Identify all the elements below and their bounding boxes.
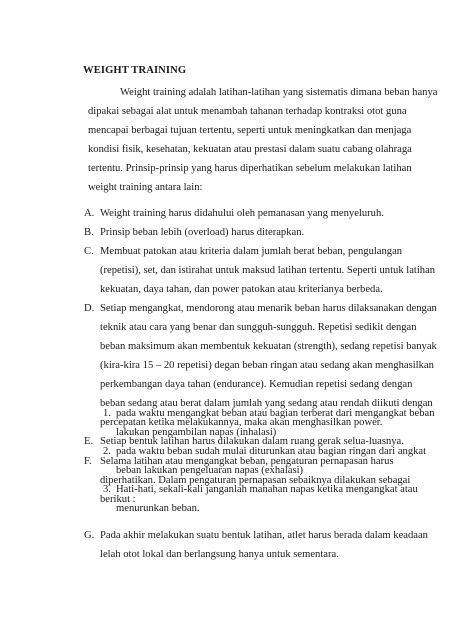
item-line: beban maksimum akan membentuk kekuatan (strength), sedang repetisi banyak [100, 341, 437, 352]
item-marker: C. [84, 246, 94, 257]
item-marker: A. [84, 208, 95, 219]
item-line: lelah otot lokal dan berlangsung hanya untuk sementara. [100, 549, 339, 561]
item-line: Pada akhir melakukan suatu bentuk latihan, atlet harus berada dalam keadaan [100, 530, 428, 541]
item-line: Membuat patokan atau kriteria dalam jumlah berat beban, pengulangan [100, 246, 403, 257]
subitem-marker: 3. [103, 484, 111, 495]
item-line: percepatan ketika melakukannya, maka akan menghasilkan power. [100, 417, 383, 428]
intro-line: weight training antara lain: [88, 181, 203, 193]
item-line: teknik atau cara yang benar dan sungguh-sungguh. Repetisi sedikit dengan [100, 322, 417, 333]
subitem-marker: 1. [103, 408, 111, 419]
item-line: (kira-kira 15 – 20 repetisi) degan beban ringan atau sedang akan menghasilkan [100, 360, 434, 371]
subitem-marker: 2. [103, 446, 111, 457]
item-marker: B. [84, 227, 94, 238]
document-title: WEIGHT TRAINING [83, 65, 187, 76]
item-line: Prinsip beban lebih (overload) harus diterapkan. [100, 227, 305, 238]
subitem-line: Hati-hati, sekali-kali janganlah manahan napas ketika mengangkat atau [116, 484, 418, 495]
item-marker: F. [84, 456, 92, 467]
item-line: kekuatan, daya tahan, dan power patokan atau kriterianya berbeda. [100, 284, 383, 295]
intro-line: mencapai berbagai tujuan tertentu, seperti untuk meningkatkan dan menjaga [88, 124, 412, 136]
intro-line: tertentu. Prinsip-prinsip yang harus diperhatikan sebelum melakukan latihan [88, 162, 412, 174]
item-marker: E. [84, 436, 94, 447]
item-line: perkembangan daya tahan (endurance). Kemudian repetisi sedang dengan [100, 379, 413, 390]
subitem-line: menurunkan beban. [116, 503, 200, 514]
subitem-line: lakukan pengambilan napas (inhalasi) [116, 427, 277, 438]
item-line: Selama latihan atau mengangkat beban, pengaturan pernapasan harus [100, 456, 394, 467]
item-marker: D. [84, 303, 95, 314]
item-line: (repetisi), set, dan istirahat untuk maksud latihan tertentu. Seperti untuk latihan [100, 265, 436, 276]
item-marker: G. [84, 530, 95, 541]
item-line: Weight training harus didahului oleh pemanasan yang menyeluruh. [100, 208, 384, 219]
item-line: Setiap bentuk latihan harus dilakukan dalam ruang gerak selua-luasnya. [100, 436, 404, 447]
intro-line: kondisi fisik, kesehatan, kekuatan atau prestasi dalam suatu cabang olahraga [88, 143, 412, 155]
subitem-line: pada waktu beban sudah mulai diturunkan atau bagian ringan dari angkat [116, 446, 427, 457]
intro-line: Weight training adalah latihan-latihan yang sistematis dimana beban hanya [120, 86, 438, 98]
item-line: Setiap mengangkat, mendorong atau menarik beban harus dilaksanakan dengan [100, 303, 437, 314]
item-line: diperhatikan. Dalam pengaturan pernapasan sebaiknya dilakukan sebagai [100, 475, 411, 486]
subitem-line: beban lakukan pengeluaran napas (exhalasi) [116, 465, 304, 476]
item-line: beban sedang atau berat dalam jumlah yang sedang atau rendah diikuti dengan [100, 398, 433, 409]
subitem-line: pada waktu mengangkat beban atau bagian terberat dari mengangkat beban [116, 408, 435, 419]
intro-line: dipakai sebagai alat untuk menambah tahanan terhadap kontraksi otot guna [88, 105, 407, 117]
item-line: berikut : [100, 494, 136, 505]
